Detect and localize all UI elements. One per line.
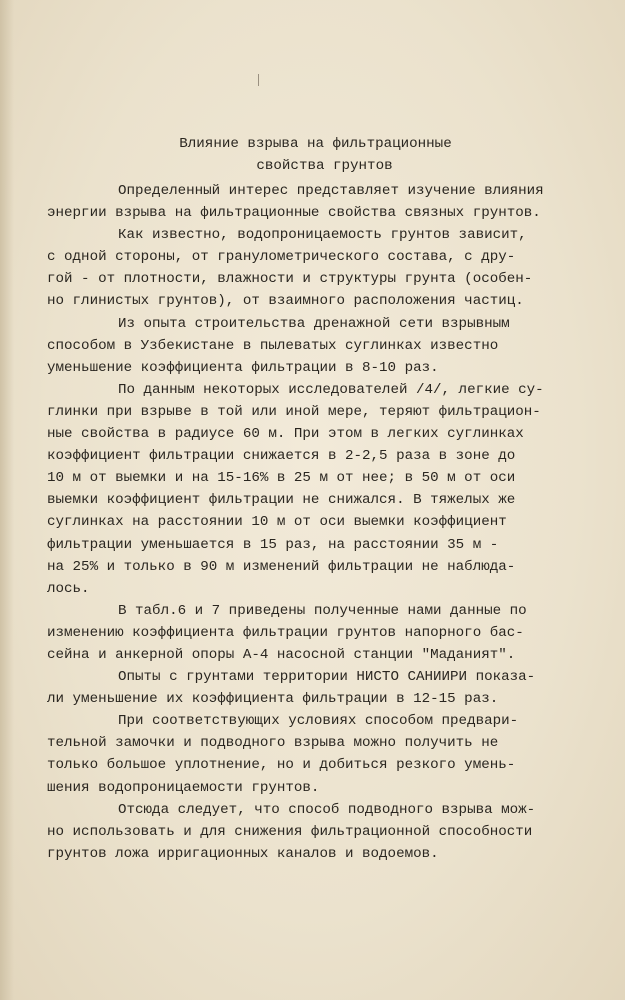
text-line: гой - от плотности, влажности и структуры грунта (особен- [47,271,533,288]
text-line: лось. [47,580,90,597]
text-line: уменьшение коэффициента фильтрации в 8-10 раз. [47,359,439,376]
title-line-1: Влияние взрыва на фильтрационные [179,136,452,152]
text-line: тельной замочки и подводного взрыва можно получить не [47,735,499,752]
text-line: глинки при взрыве в той или иной мере, теряют фильтрацион- [47,403,541,420]
text-line: Отсюда следует, что способ подводного взрыва мож- [118,801,536,818]
text-line: суглинках на расстоянии 10 м от оси выемки коэффициент [47,514,507,531]
text-line: только большое уплотнение, но и добиться резкого умень- [47,757,516,774]
page-tick-mark [258,74,259,86]
text-line: изменению коэффициента фильтрации грунтов напорного бас- [47,624,524,641]
text-line: ные свойства в радиусе 60 м. При этом в легких суглинках [47,426,524,443]
text-line: фильтрации уменьшается в 15 раз, на расстоянии 35 м - [47,536,499,553]
text-line: Определенный интерес представляет изучение влияния [118,183,544,199]
text-line: на 25% и только в 90 м изменений фильтрации не наблюда- [47,558,516,575]
text-line: энергии взрыва на фильтрационные свойства связных грунтов. [47,205,541,222]
text-line: По данным некоторых исследователей /4/, легкие су- [118,381,544,398]
text-line: 10 м от выемки и на 15-16% в 25 м от нее; в 50 м от оси [47,470,516,487]
text-line: выемки коэффициент фильтрации не снижался. В тяжелых же [47,492,516,509]
text-line: Опыты с грунтами территории НИСТО САНИИРИ показа- [118,669,536,686]
document-body [47,180,607,865]
text-line: способом в Узбекистане в пылеватых суглинках известно [47,337,499,354]
text-line: ли уменьшение их коэффициента фильтрации в 12-15 раз. [47,691,499,708]
text-line: грунтов ложа ирригационных каналов и водоемов. [47,845,439,862]
text-line: но использовать и для снижения фильтрационной способности [47,823,533,840]
text-line: В табл.6 и 7 приведены полученные нами данные по [118,602,527,619]
text-line: Как известно, водопроницаемость грунтов зависит, [118,227,527,244]
text-line: шения водопроницаемости грунтов. [47,779,320,796]
document-title [0,133,625,177]
text-line: При соответствующих условиях способом предвари- [118,713,519,730]
text-line: коэффициент фильтрации снижается в 2-2,5 раза в зоне до [47,448,516,465]
text-line: с одной стороны, от гранулометрического состава, с дру- [47,249,516,266]
title-line-2: свойства грунтов [256,158,393,174]
text-line: Из опыта строительства дренажной сети взрывным [118,315,510,332]
text-line: сейна и анкерной опоры А-4 насосной станции "Маданият". [47,646,516,663]
text-line: но глинистых грунтов), от взаимного расположения частиц. [47,293,524,310]
